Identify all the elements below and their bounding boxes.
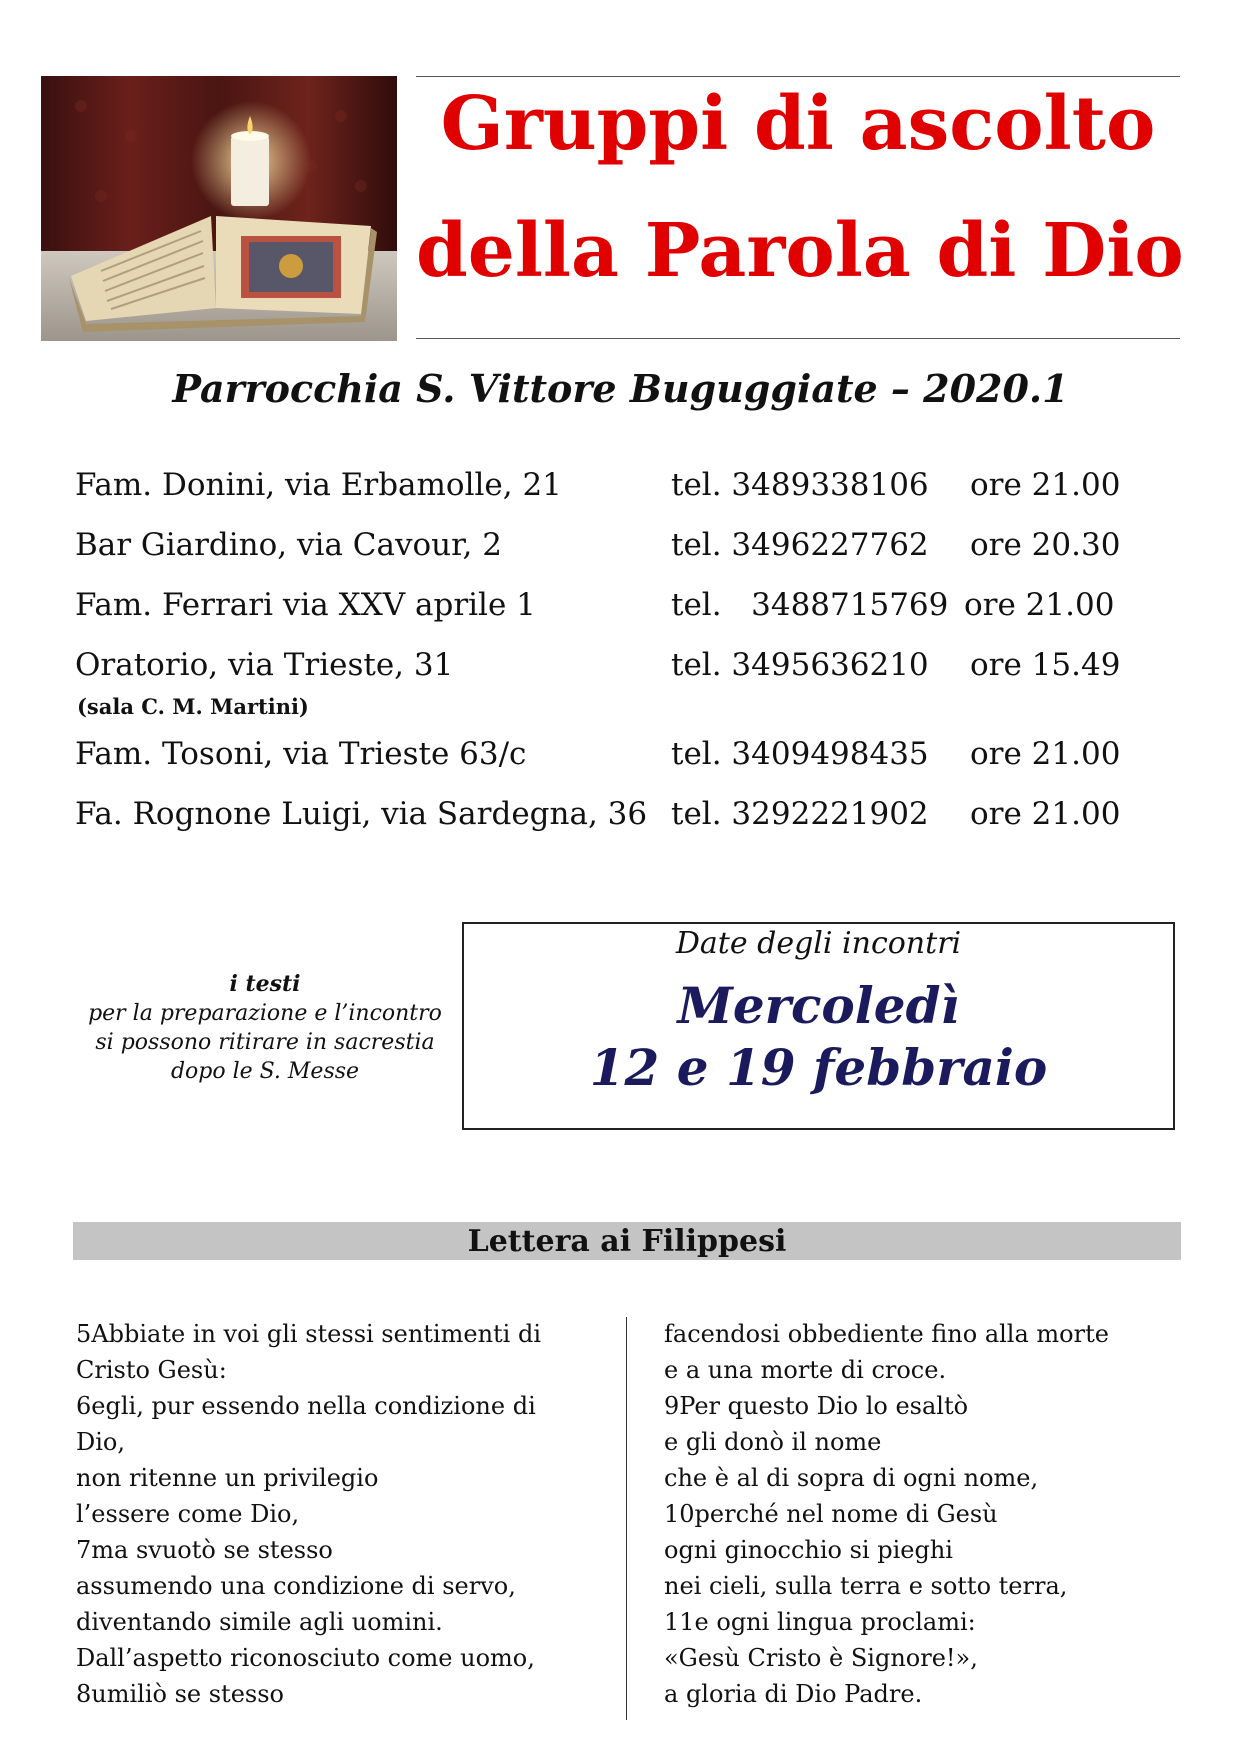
verse-line: nei cieli, sulla terra e sotto terra, bbox=[664, 1572, 1068, 1600]
group-time: ore 21.00 bbox=[970, 467, 1121, 503]
group-phone: tel. 3496227762 bbox=[671, 527, 929, 563]
verse-line: non ritenne un privilegio bbox=[76, 1464, 379, 1492]
verse-line: e gli donò il nome bbox=[664, 1428, 882, 1456]
texts-note-lead: i testi bbox=[229, 971, 301, 997]
group-time: ore 15.49 bbox=[970, 647, 1121, 683]
texts-note-line: per la preparazione e l’incontro bbox=[88, 1001, 442, 1026]
group-place: Fam. Ferrari via XXV aprile 1 bbox=[75, 587, 536, 623]
group-phone: tel. 3292221902 bbox=[671, 796, 929, 832]
verse-line: Dio, bbox=[76, 1428, 125, 1456]
verse-line: ogni ginocchio si pieghi bbox=[664, 1536, 953, 1564]
group-time: ore 20.30 bbox=[970, 527, 1121, 563]
verse-line: l’essere come Dio, bbox=[76, 1500, 300, 1528]
verse-line: facendosi obbediente fino alla morte bbox=[664, 1320, 1109, 1348]
group-row bbox=[0, 587, 1241, 631]
verse-line: 5Abbiate in voi gli stessi sentimenti di bbox=[76, 1320, 542, 1348]
meeting-dates-box bbox=[462, 922, 1175, 1130]
parish-heading: Parrocchia S. Vittore Buguggiate – 2020.1 bbox=[172, 366, 1069, 411]
group-phone: tel. 3495636210 bbox=[671, 647, 929, 683]
title-line-2: della Parola di Dio bbox=[416, 208, 1184, 294]
verse-line: 9Per questo Dio lo esaltò bbox=[664, 1392, 969, 1420]
verse-line: a gloria di Dio Padre. bbox=[664, 1680, 923, 1708]
group-place: Fa. Rognone Luigi, via Sardegna, 36 bbox=[75, 796, 648, 832]
title-line-1: Gruppi di ascolto bbox=[440, 81, 1156, 167]
verse-line: 7ma svuotò se stesso bbox=[76, 1536, 333, 1564]
verse-line: 6egli, pur essendo nella condizione di bbox=[76, 1392, 536, 1420]
group-row bbox=[0, 736, 1241, 780]
group-place: Oratorio, via Trieste, 31 bbox=[75, 647, 454, 683]
group-phone: tel. 3409498435 bbox=[671, 736, 929, 772]
verse-line: diventando simile agli uomini. bbox=[76, 1608, 443, 1636]
verse-line: 8umiliò se stesso bbox=[76, 1680, 284, 1708]
reading-title: Lettera ai Filippesi bbox=[73, 1222, 1181, 1260]
reading-right-column bbox=[664, 1316, 1109, 1712]
verse-line: assumendo una condizione di servo, bbox=[76, 1572, 516, 1600]
title-bottom-rule bbox=[416, 338, 1180, 339]
group-place-note: (sala C. M. Martini) bbox=[77, 694, 309, 719]
group-place: Bar Giardino, via Cavour, 2 bbox=[75, 527, 502, 563]
verse-line: e a una morte di croce. bbox=[664, 1356, 947, 1384]
group-phone: tel. 3488715769 bbox=[671, 587, 949, 623]
group-row bbox=[0, 467, 1241, 511]
group-place: Fam. Tosoni, via Trieste 63/c bbox=[75, 736, 527, 772]
meeting-day: Mercoledì bbox=[677, 976, 960, 1035]
group-place: Fam. Donini, via Erbamolle, 21 bbox=[75, 467, 562, 503]
meeting-dates-label: Date degli incontri bbox=[675, 926, 962, 961]
group-time: ore 21.00 bbox=[964, 587, 1115, 623]
column-divider bbox=[626, 1317, 627, 1720]
group-row bbox=[0, 647, 1241, 691]
texts-note-line: dopo le S. Messe bbox=[170, 1059, 360, 1084]
verse-line: «Gesù Cristo è Signore!», bbox=[664, 1644, 978, 1672]
verse-line: Dall’aspetto riconosciuto come uomo, bbox=[76, 1644, 535, 1672]
group-phone: tel. 3489338106 bbox=[671, 467, 929, 503]
verse-line: che è al di sopra di ogni nome, bbox=[664, 1464, 1039, 1492]
verse-line: 10perché nel nome di Gesù bbox=[664, 1500, 998, 1528]
texts-note bbox=[80, 970, 450, 1086]
meeting-dates: 12 e 19 febbraio bbox=[589, 1038, 1048, 1097]
group-row bbox=[0, 527, 1241, 571]
title-top-rule bbox=[416, 76, 1180, 77]
verse-line: Cristo Gesù: bbox=[76, 1356, 227, 1384]
reading-left-column bbox=[76, 1316, 541, 1712]
candle-bible-icon bbox=[41, 76, 397, 341]
texts-note-line: si possono ritirare in sacrestia bbox=[95, 1030, 435, 1055]
group-time: ore 21.00 bbox=[970, 736, 1121, 772]
candle-bible-photo bbox=[41, 76, 397, 341]
group-row bbox=[0, 796, 1241, 840]
verse-line: 11e ogni lingua proclami: bbox=[664, 1608, 976, 1636]
group-time: ore 21.00 bbox=[970, 796, 1121, 832]
